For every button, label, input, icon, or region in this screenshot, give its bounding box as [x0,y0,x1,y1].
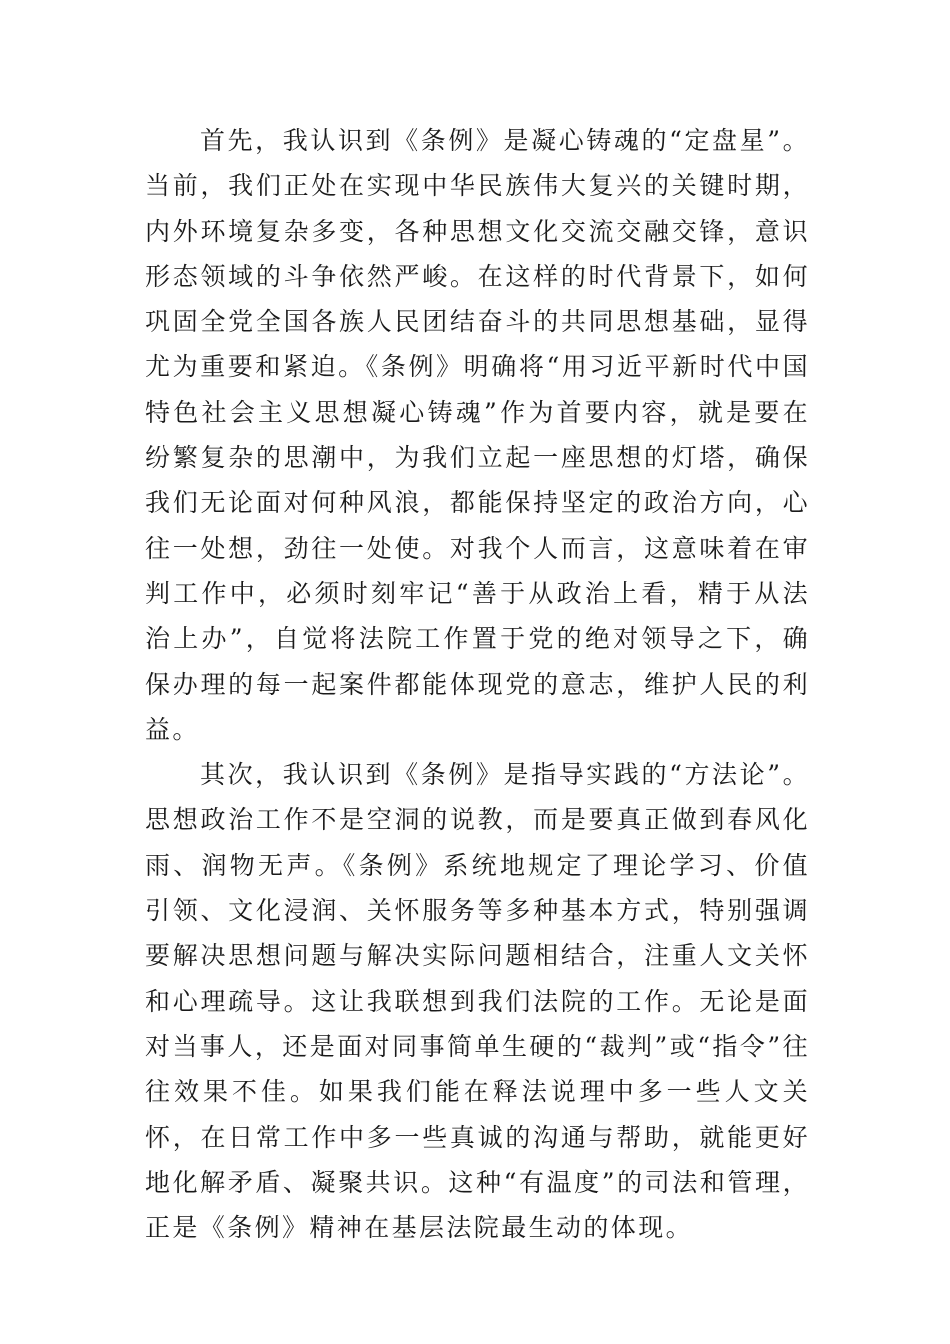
paragraph-2: 其次，我认识到《条例》是指导实践的“方法论”。思想政治工作不是空洞的说教，而是要真正做到春风化雨、润物无声。《条例》系统地规定了理论学习、价值引领、文化浸润、关怀服务等多种基本方式，特别强调要解决思想问题与解决实际问题相结合，注重人文关怀和心理疏导。这让我联想到我们法院的工作。无论是面对当事人，还是面对同事简单生硬的“裁判”或“指令”往往效果不佳。如果我们能在释法说理中多一些人文关怀，在日常工作中多一些真诚的沟通与帮助，就能更好地化解矛盾、凝聚共识。这种“有温度”的司法和管理，正是《条例》精神在基层法院最生动的体现。 [145,760,810,1243]
document-body [145,118,810,1250]
paragraph-1: 首先，我认识到《条例》是凝心铸魂的“定盘星”。当前，我们正处在实现中华民族伟大复兴的关键时期，内外环境复杂多变，各种思想文化交流交融交锋，意识形态领域的斗争依然严峻。在这样的时代背景下，如何巩固全党全国各族人民团结奋斗的共同思想基础，显得尤为重要和紧迫。《条例》明确将“用习近平新时代中国特色社会主义思想凝心铸魂”作为首要内容，就是要在纷繁复杂的思潮中，为我们立起一座思想的灯塔，确保我们无论面对何种风浪，都能保持坚定的政治方向，心往一处想，劲往一处使。对我个人而言，这意味着在审判工作中，必须时刻牢记“善于从政治上看，精于从法治上办”，自觉将法院工作置于党的绝对领导之下，确保办理的每一起案件都能体现党的意志，维护人民的利益。 [145,126,810,744]
